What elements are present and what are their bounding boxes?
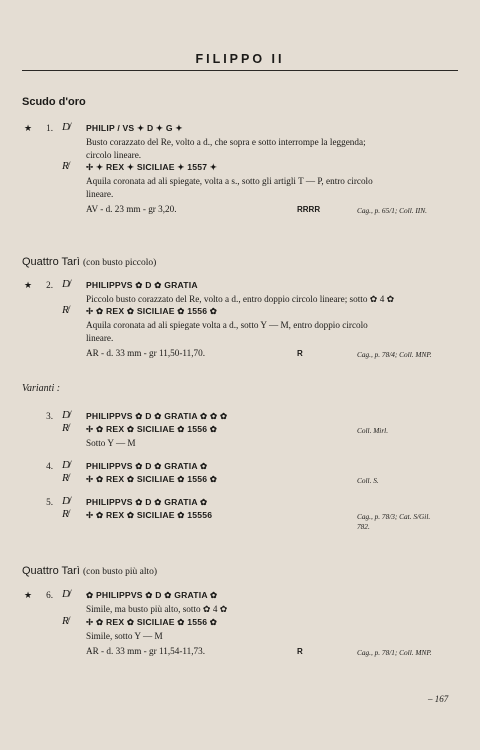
obverse-legend: PHILIPPVS ✿ D ✿ GRATIA ✿ [86,461,208,471]
reverse-legend: ✢ ✦ REX ✦ SICILIAE ✦ 1557 ✦ [86,162,218,172]
catalog-reference: Cag., p. 78/1; Coll. MNP. [357,648,432,657]
reverse-legend: ✢ ✿ REX ✿ SICILIAE ✿ 1556 ✿ [86,424,218,434]
section-title-tari-tall [22,565,157,577]
section-title-tari-tall-text: Quattro Tarì [22,565,80,577]
obverse-icon: D̸ [62,409,70,421]
reverse-legend: ✢ ✿ REX ✿ SICILIAE ✿ 1556 ✿ [86,617,218,627]
rarity-badge: R [297,647,303,656]
reverse-icon: R̸ [62,304,69,316]
section-title-tari-small [22,256,156,268]
entry-number: 2. [46,280,53,290]
reverse-description: Simile, sotto Y — M [86,631,163,641]
star-icon: ★ [24,280,33,290]
obverse-legend: PHILIPPVS ✿ D ✿ GRATIA ✿ ✿ ✿ [86,411,228,421]
obverse-description: Busto corazzato del Re, volto a d., che sopra e sotto interrompe la leggenda; [86,137,366,147]
section-title-scudo [22,96,86,108]
entry-number: 3. [46,411,53,421]
reverse-icon: R̸ [62,472,69,484]
obverse-description: circolo lineare. [86,150,142,160]
reverse-description: Aquila coronata ad ali spiegate, volta a s., sotto gli artigli T — P, entro circolo [86,176,373,186]
section-title-tari-small-text: Quattro Tarì [22,256,80,268]
page-number: – 167 [428,694,449,704]
variants-title: Varianti : [22,383,61,394]
reverse-icon: R̸ [62,160,69,172]
running-header: FILIPPO II [195,52,285,66]
catalog-reference: Coll. Mirl. [357,426,389,435]
obverse-description: Piccolo busto corazzato del Re, volto a d., entro doppio circolo lineare; sotto ✿ 4 ✿ [86,294,395,304]
catalog-reference: Cag., p. 78/3; Cat. S/Gil. [357,512,431,521]
catalog-reference: 782. [357,522,370,531]
obverse-icon: D̸ [62,459,70,471]
section-subtitle: (con busto più alto) [82,567,158,577]
obverse-description: Simile, ma busto più alto, sotto ✿ 4 ✿ [86,604,228,614]
entry-number: 4. [46,461,53,471]
obverse-legend: PHILIPPVS ✿ D ✿ GRATIA [86,280,198,290]
entry-number: 5. [46,497,53,507]
metal-weight: AR - d. 33 mm - gr 11,50-11,70. [86,348,206,358]
obverse-legend: ✿ PHILIPPVS ✿ D ✿ GRATIA ✿ [86,590,218,600]
reverse-icon: R̸ [62,422,69,434]
reverse-description: Aquila coronata ad ali spiegate volta a d., sotto Y — M, entro doppio circolo [86,320,368,330]
reverse-description: lineare. [86,189,114,199]
obverse-icon: D̸ [62,278,70,290]
metal-weight: AV - d. 23 mm - gr 3,20. [86,204,177,214]
obverse-legend: PHILIPPVS ✿ D ✿ GRATIA ✿ [86,497,208,507]
catalog-reference: Cag., p. 78/4; Coll. MNP. [357,350,432,359]
obverse-icon: D̸ [62,121,70,133]
reverse-legend: ✢ ✿ REX ✿ SICILIAE ✿ 1556 ✿ [86,306,218,316]
catalog-reference: Cag., p. 65/1; Coll. IIN. [357,206,427,215]
reverse-description: Sotto Y — M [86,438,136,448]
reverse-legend: ✢ ✿ REX ✿ SICILIAE ✿ 1556 ✿ [86,474,218,484]
catalog-reference: Coll. S. [357,476,379,485]
reverse-legend: ✢ ✿ REX ✿ SICILIAE ✿ 15556 [86,510,213,520]
rarity-badge: RRRR [297,205,321,214]
star-icon: ★ [24,590,33,600]
reverse-description: lineare. [86,333,114,343]
entry-number: 1. [46,123,53,133]
rarity-badge: R [297,349,303,358]
header-rule [22,70,458,71]
reverse-icon: R̸ [62,508,69,520]
metal-weight: AR - d. 33 mm - gr 11,54-11,73. [86,646,206,656]
section-subtitle: (con busto piccolo) [82,258,157,268]
obverse-legend: PHILIP / VS ✦ D ✦ G ✦ [86,123,183,133]
entry-number: 6. [46,590,53,600]
obverse-icon: D̸ [62,495,70,507]
obverse-icon: D̸ [62,588,70,600]
star-icon: ★ [24,123,33,133]
section-title-scudo-text: Scudo d'oro [22,96,86,108]
reverse-icon: R̸ [62,615,69,627]
